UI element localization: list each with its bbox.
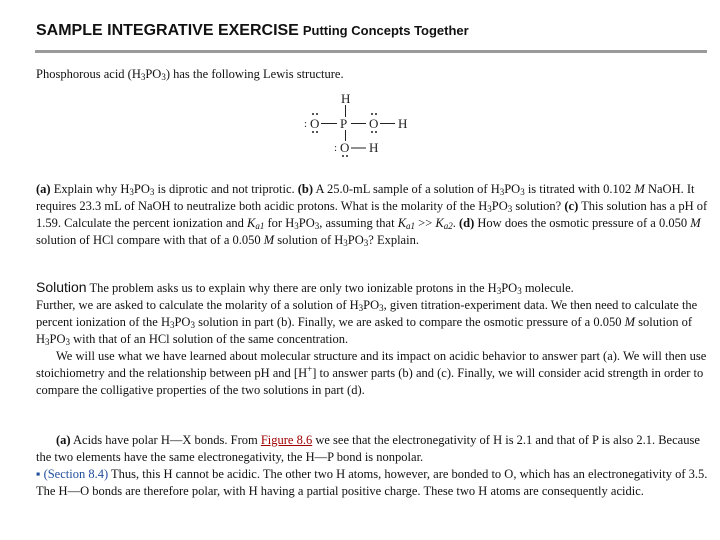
exercise-subtitle: Putting Concepts Together (302, 23, 469, 38)
lone-pair-o-bottom: : (334, 142, 338, 154)
exercise-questions: (a) Explain why $H_3PO_3$ is diprotic and not triprotic. (b) A 25.0-mL sample of a solution of $H_3PO_3$ is titrated with 0.102 M NaOH. It requires 23.3 mL of NaOH to neutralize both acidic protons. What is the molarity of the $H_3PO_3$ solution? (c) This solution has a pH of 1.59. Calculate the percent ionization and $K_{a1}$ for $H_3PO_3$, assuming that $K_{a1} >> K_{a2}$. (d) How does the osmotic pressure of a 0.050 M solution of HCl compare with that of a 0.050 M solution of $H_3PO_3$? Explain. (36, 182, 708, 248)
lewis-structure-diagram (300, 92, 420, 172)
solution-label: Solution (36, 279, 87, 295)
exercise-title: SAMPLE INTEGRATIVE EXERCISE (36, 22, 299, 39)
atom-o-left: O (310, 116, 320, 131)
exercise-header (36, 22, 469, 40)
atom-p: P (340, 116, 348, 131)
atom-o-right: O (369, 116, 379, 131)
lone-pair-o-left: : (304, 118, 308, 130)
solution-text: Solution The problem asks us to explain why there are only two ionizable protons in the $H_3PO_3$ molecule. Further, we are asked to calculate the molarity of a solution of $H_3PO_3$, given titration-experiment data. We then need to calculate the percent ionization of the $H_3PO_3$ solution in part (b). Finally, we are asked to compare the osmotic pressure of a 0.050 M solution of $H_3PO_3$ with that of an HCl solution of the same concentration. We will use what we have learned about molecular structure and its impact on acidic behavior to answer part (a). We will then use stoichiometry and the relationship between pH and [H+] to answer parts (b) and (c). Finally, we will consider acid strength in order to compare the colligative properties of the two solutions in part (d). (36, 279, 707, 397)
atom-h-bottom: H (369, 140, 379, 155)
atom-h-right: H (398, 116, 408, 131)
atom-h-top: H (341, 92, 351, 106)
answer-part-a: (a) Acids have polar H—X bonds. From Figure 8.6 we see that the electronegativity of H is 2.1 and that of P is also 2.1. Because the two elements have the same electronegativity, the H—P bond is nonpolar. ▪ (Section 8.4) Thus, this H cannot be acidic. The other two H atoms, however, are bonded to O, which has an electronegativity of 3.5. The H—O bonds are therefore polar, with H having a partial positive charge. These two H atoms are consequently acidic. (36, 433, 708, 498)
figure-8-6-link[interactable]: Figure 8.6 (260, 433, 313, 447)
intro-text: Phosphorous acid $(H_3PO_3)$ has the following Lewis structure. (36, 67, 344, 82)
section-8-4-link[interactable]: (Section 8.4) (43, 467, 109, 481)
header-divider (35, 50, 707, 53)
atom-o-bottom: O (340, 140, 350, 155)
section-bullet-icon: ▪ (36, 467, 41, 481)
